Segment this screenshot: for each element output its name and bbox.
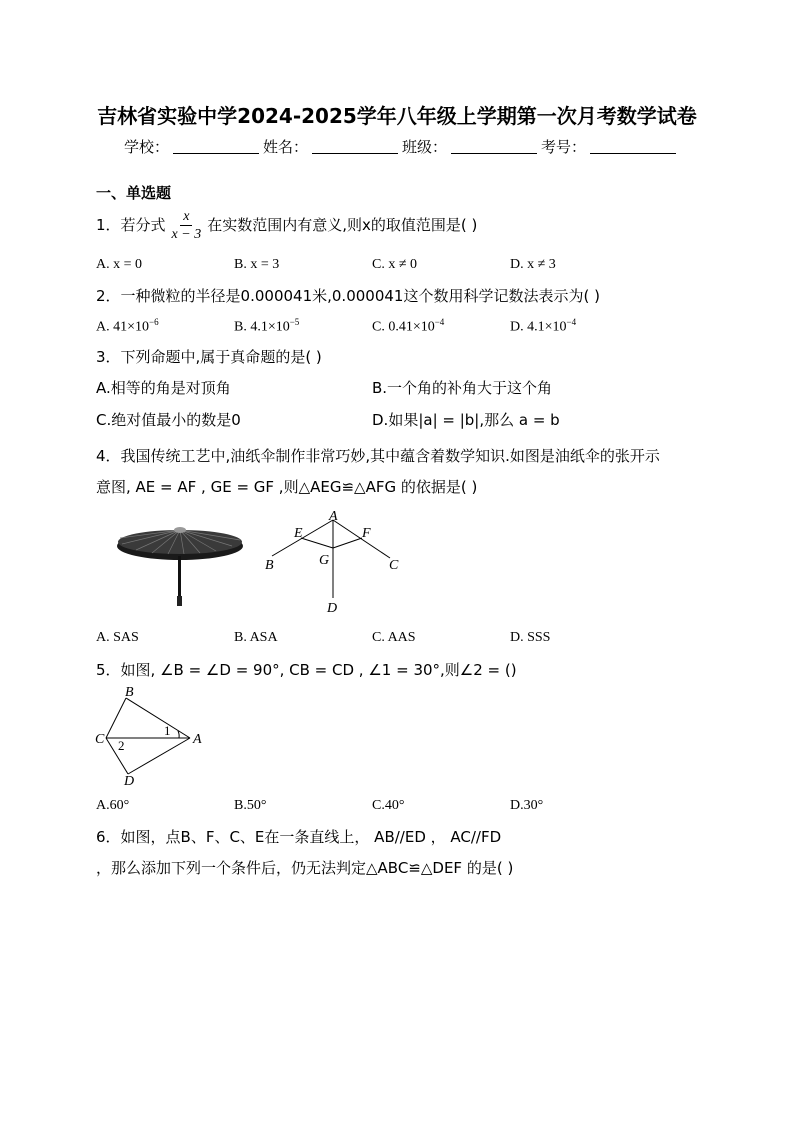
label-C: C (389, 558, 399, 573)
section-heading: 一、单选题 (96, 184, 172, 202)
question-4-line-1: 4．我国传统工艺中,油纸伞制作非常巧妙,其中蕴含着数学知识.如图是油纸伞的张开示 (96, 447, 660, 465)
question-1 (96, 208, 477, 243)
q2-option-c-base: C. 0.41×10 (372, 319, 435, 335)
q5-option-b[interactable]: B.50° (234, 798, 267, 813)
q4-option-b[interactable]: B. ASA (234, 630, 278, 645)
q1-prefix: 1．若分式 (96, 216, 166, 234)
student-info-line (124, 136, 680, 157)
q1-option-a[interactable]: A. x = 0 (96, 257, 143, 272)
exam-title: 吉林省实验中学2024-2025学年八年级上学期第一次月考数学试卷 (97, 104, 697, 128)
school-blank (173, 139, 259, 154)
q2-option-c-exp: −4 (434, 317, 445, 327)
q2-option-b[interactable] (234, 317, 299, 336)
q1-option-d[interactable]: D. x ≠ 3 (510, 257, 556, 272)
name-blank (312, 139, 398, 154)
exam-no-blank (590, 139, 676, 154)
q5-diagram (92, 684, 212, 790)
question-5: 5．如图, ∠B = ∠D = 90°, CB = CD , ∠1 = 30°,则∠2 = () (96, 661, 517, 679)
q5-option-d[interactable]: D.30° (510, 798, 544, 813)
question-6-line-1: 6．如图，点B、F、C、E在一条直线上， AB//ED ， AC//FD (96, 828, 502, 846)
q3-option-b[interactable]: B.一个角的补角大于这个角 (372, 379, 553, 397)
name-label: 姓名： (263, 138, 309, 156)
q3-option-a[interactable]: A.相等的角是对顶角 (96, 379, 231, 397)
q2-option-d-exp: −4 (566, 317, 577, 327)
q2-option-d[interactable] (510, 317, 576, 336)
school-label: 学校： (124, 138, 170, 156)
q5-angle-2: 2 (118, 738, 125, 753)
exam-no-label: 考号： (541, 138, 587, 156)
q5-label-A: A (193, 732, 202, 747)
label-D: D (327, 601, 338, 616)
umbrella-image (112, 518, 248, 610)
q1-frac-numerator: x (180, 208, 192, 226)
q4-option-c[interactable]: C. AAS (372, 630, 416, 645)
q3-option-c[interactable]: C.绝对值最小的数是0 (96, 411, 241, 429)
q1-suffix: 在实数范围内有意义,则x的取值范围是( ) (207, 216, 478, 234)
q2-option-b-base: B. 4.1×10 (234, 319, 290, 335)
label-G: G (319, 553, 330, 568)
label-F: F (362, 526, 371, 541)
q4-option-d[interactable]: D. SSS (510, 630, 551, 645)
q5-option-c[interactable]: C.40° (372, 798, 405, 813)
q1-frac-denominator: x − 3 (171, 227, 202, 242)
label-E: E (294, 526, 303, 541)
q2-option-a[interactable] (96, 317, 159, 336)
q4-option-a[interactable]: A. SAS (96, 630, 139, 645)
umbrella-diagram (258, 506, 408, 618)
class-label: 班级： (402, 138, 448, 156)
label-B: B (265, 558, 274, 573)
label-A: A (329, 509, 338, 524)
q5-label-C: C (95, 732, 105, 747)
question-4-line-2: 意图, AE = AF , GE = GF ,则△AEG≌△AFG 的依据是( ) (96, 478, 478, 496)
q1-fraction (169, 208, 205, 243)
question-2: 2．一种微粒的半径是0.000041米,0.000041这个数用科学记数法表示为( ) (96, 287, 600, 305)
q2-option-d-base: D. 4.1×10 (510, 319, 567, 335)
q2-option-b-exp: −5 (289, 317, 300, 327)
q5-label-B: B (125, 685, 134, 700)
class-blank (451, 139, 537, 154)
question-3: 3．下列命题中,属于真命题的是( ) (96, 348, 322, 366)
q5-angle-1: 1 (164, 723, 171, 738)
q2-option-a-base: A. 41×10 (96, 319, 150, 335)
q2-option-a-exp: −6 (149, 317, 159, 327)
q1-option-b[interactable]: B. x = 3 (234, 257, 280, 272)
q1-option-c[interactable]: C. x ≠ 0 (372, 257, 418, 272)
q5-option-a[interactable]: A.60° (96, 798, 130, 813)
question-6-line-2: ，那么添加下列一个条件后，仍无法判定△ABC≌△DEF 的是( ) (96, 859, 514, 877)
q5-label-D: D (124, 774, 135, 789)
q2-option-c[interactable] (372, 317, 444, 336)
q3-option-d[interactable]: D.如果|a| = |b|,那么 a = b (372, 411, 560, 429)
